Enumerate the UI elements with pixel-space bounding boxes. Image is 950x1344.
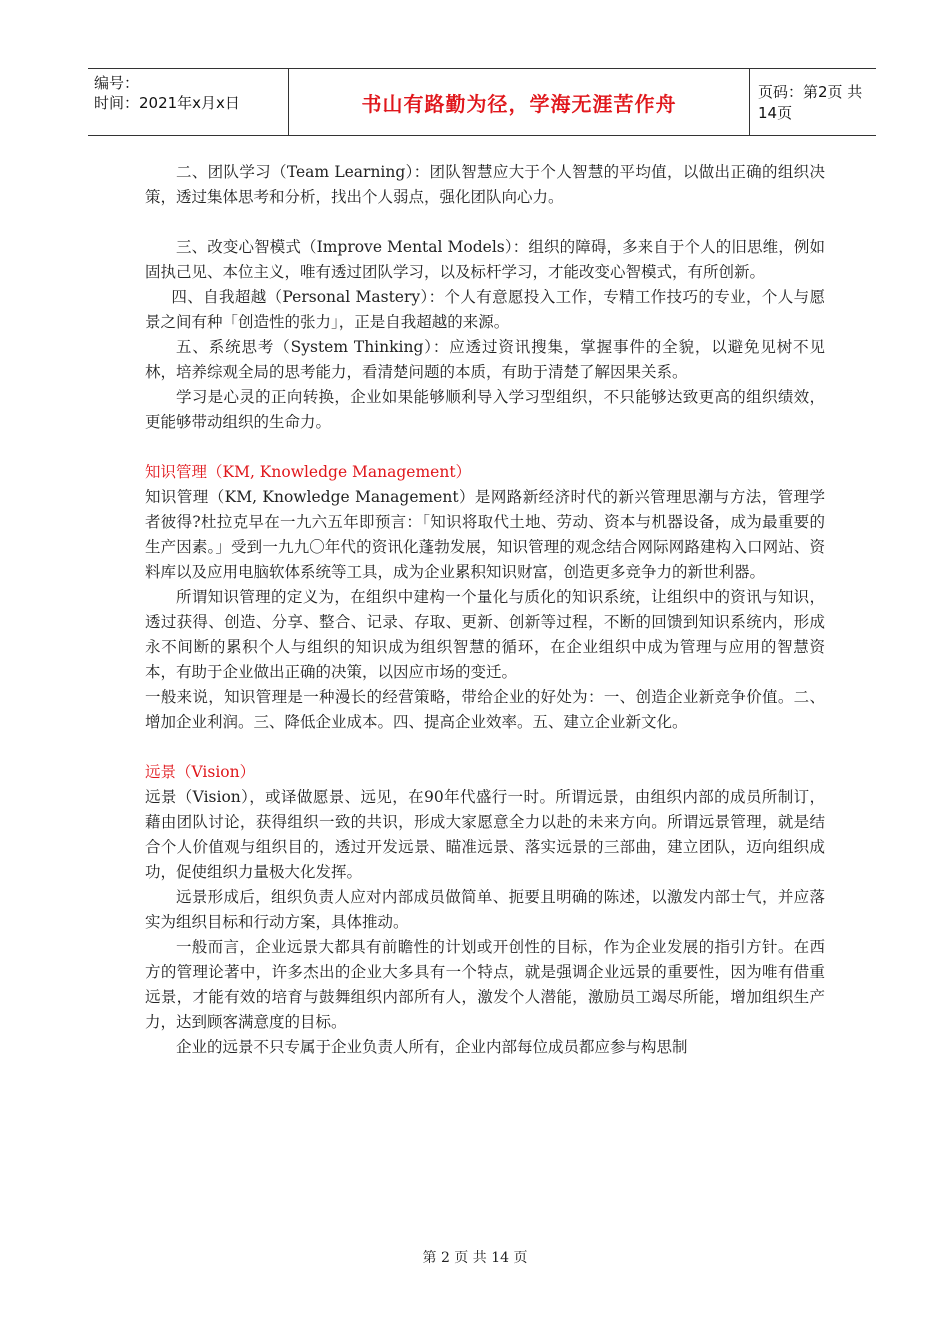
paragraph-vision-participation: 企业的远景不只专属于企业负责人所有，企业内部每位成员都应参与构思制: [176, 1038, 688, 1056]
header-meta: [94, 73, 286, 113]
paragraph-team-learning: 二、团队学习（Team Learning）：团队智慧应大于个人智慧的平均值，以做出正确的组织决策，透过集体思考和分析，找出个人弱点，强化团队向心力。: [145, 163, 825, 206]
paragraph-learning-summary: 学习是心灵的正向转换，企业如果能够顺利导入学习型组织，不只能够达致更高的组织绩效，更能够带动组织的生命力。: [145, 388, 825, 431]
blank-line: [145, 435, 825, 460]
paragraph-vision-statement: 远景形成后，组织负责人应对内部成员做简单、扼要且明确的陈述，以激发内部士气，并应落实为组织目标和行动方案，具体推动。: [145, 888, 825, 931]
footer-page-number: 第 2 页 共 14 页: [422, 1250, 528, 1266]
blank-line: [145, 210, 825, 235]
page-footer: [0, 1247, 950, 1267]
paragraph-km-intro: 知识管理（KM, Knowledge Management）是网路新经济时代的新兴管理思潮与方法，管理学者彼得?杜拉克早在一九六五年即预言：「知识将取代土地、劳动、资本与机器设备，成为最重要的生产因素。」受到一九九〇年代的资讯化蓬勃发展，知识管理的观念结合网际网路建构入口网站、资料库以及应用电脑软体系统等工具，成为企业累积知识财富，创造更多竞争力的新世利器。: [145, 488, 825, 581]
date-label: 时间：2021年x月x日: [94, 94, 240, 112]
blank-line: [145, 735, 825, 760]
paragraph-vision-intro: 远景（Vision），或译做愿景、远见，在90年代盛行一时。所谓远景，由组织内部的成员所制订，藉由团队讨论，获得组织一致的共识，形成大家愿意全力以赴的未来方向。所谓远景管理，就是结合个人价值观与组织目的，透过开发远景、瞄准远景、落实远景的三部曲，建立团队，迈向组织成功，促使组织力量极大化发挥。: [145, 788, 825, 881]
paragraph-system-thinking: 五、系统思考（System Thinking）：应透过资讯搜集，掌握事件的全貌，以避免见树不见林，培养综观全局的思考能力，看清楚问题的本质，有助于清楚了解因果关系。: [145, 338, 825, 381]
paragraph-km-benefits: 一般来说，知识管理是一种漫长的经营策略，带给企业的好处为：一、创造企业新竞争价值。二、增加企业利润。三、降低企业成本。四、提高企业效率。五、建立企业新文化。: [145, 688, 825, 731]
section-heading-vision: 远景（Vision）: [145, 763, 256, 781]
header-motto-cell: [288, 69, 750, 135]
paragraph-mental-models: 三、改变心智模式（Improve Mental Models）：组织的障碍，多来自于个人的旧思维，例如固执己见、本位主义，唯有透过团队学习，以及标杆学习，才能改变心智模式，有所创新。: [145, 238, 825, 281]
document-body: [145, 160, 825, 1060]
section-heading-km: 知识管理（KM, Knowledge Management）: [145, 463, 472, 481]
page-header: [88, 68, 876, 136]
serial-number-label: 编号：: [94, 74, 140, 92]
motto-text: 书山有路勤为径，学海无涯苦作舟: [361, 91, 677, 116]
page-number-label: 页码：第2页 共14页: [758, 83, 863, 122]
paragraph-vision-guidance: 一般而言，企业远景大都具有前瞻性的计划或开创性的目标，作为企业发展的指引方针。在西方的管理论著中，许多杰出的企业大多具有一个特点，就是强调企业远景的重要性，因为唯有借重远景，才能有效的培育与鼓舞组织内部所有人，激发个人潜能，激励员工竭尽所能，增加组织生产力，达到顾客满意度的目标。: [145, 938, 825, 1031]
paragraph-km-definition: 所谓知识管理的定义为，在组织中建构一个量化与质化的知识系统，让组织中的资讯与知识，透过获得、创造、分享、整合、记录、存取、更新、创新等过程，不断的回馈到知识系统内，形成永不间断的累积个人与组织的知识成为组织智慧的循环，在企业组织中成为管理与应用的智慧资本，有助于企业做出正确的决策，以因应市场的变迁。: [145, 588, 825, 681]
paragraph-personal-mastery: 四、自我超越（Personal Mastery）：个人有意愿投入工作，专精工作技巧的专业，个人与愿景之间有种「创造性的张力」，正是自我超越的来源。: [145, 288, 825, 331]
header-page-number: [758, 69, 876, 135]
